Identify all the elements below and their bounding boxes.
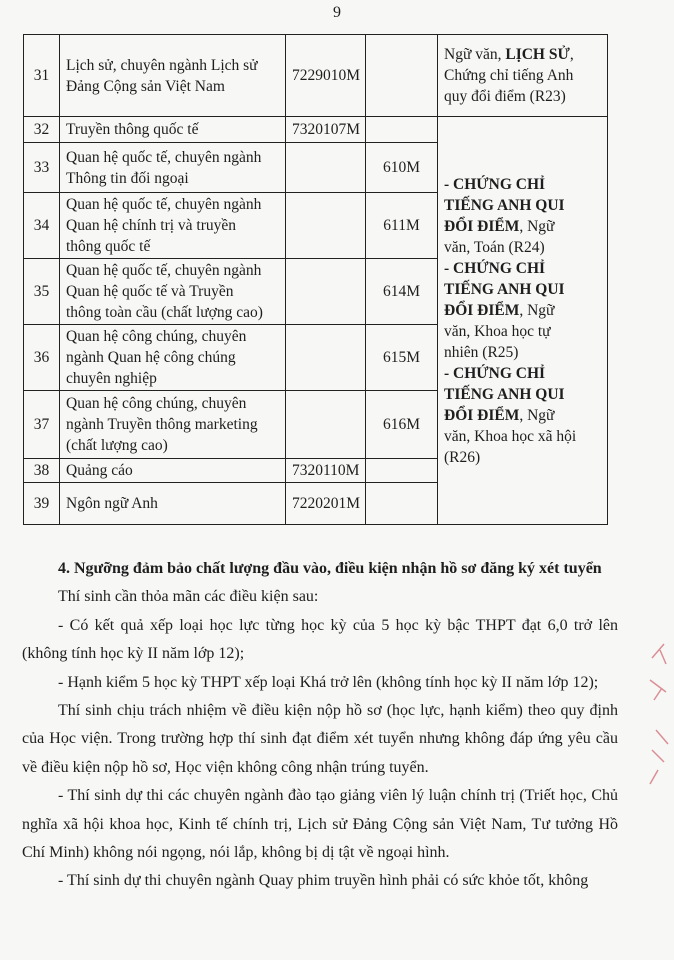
combo-text: văn, Khoa học xã hội xyxy=(444,427,577,445)
program-name-line: thông quốc tế xyxy=(66,238,151,255)
program-name-line: Quan hệ công chúng, chuyên xyxy=(66,395,247,412)
row-number: 36 xyxy=(24,325,60,391)
combo-bold-text: - CHỨNG CHỈ xyxy=(444,175,546,193)
specialization-code xyxy=(366,117,438,143)
combo-text: Ngữ văn, xyxy=(444,46,506,63)
specialization-code xyxy=(366,483,438,525)
program-name-line: Quan hệ quốc tế và Truyền xyxy=(66,283,234,300)
program-name-line: Ngôn ngữ Anh xyxy=(66,495,158,512)
program-name xyxy=(60,459,286,483)
admissions-table xyxy=(23,34,608,525)
specialization-code: 615M xyxy=(366,325,438,391)
program-name-line: Quan hệ công chúng, chuyên xyxy=(66,328,247,345)
program-name xyxy=(60,193,286,259)
subject-combination-group xyxy=(438,117,608,525)
program-name xyxy=(60,391,286,459)
program-code: 7320107M xyxy=(286,117,366,143)
specialization-code: 616M xyxy=(366,391,438,459)
combo-bold-text: LỊCH SỬ xyxy=(505,46,570,63)
row-number: 38 xyxy=(24,459,60,483)
combo-bold-text: TIẾNG ANH QUI xyxy=(444,385,565,403)
section-heading: 4. Ngưỡng đảm bảo chất lượng đầu vào, điều kiện nhận hồ sơ đăng ký xét tuyển xyxy=(58,560,602,577)
subject-combination-r23 xyxy=(438,35,608,117)
program-code xyxy=(286,193,366,259)
program-name xyxy=(60,117,286,143)
red-stamp-mark xyxy=(646,640,670,800)
combo-bold-text: ĐỔI ĐIỂM xyxy=(444,217,520,235)
combo-text: , Ngữ xyxy=(519,406,555,424)
combo-text: văn, Khoa học tự xyxy=(444,322,551,340)
program-name xyxy=(60,325,286,391)
program-name-line: Quan hệ quốc tế, chuyên ngành xyxy=(66,148,262,166)
program-name-line: ngành Quan hệ công chúng xyxy=(66,349,236,366)
table-row xyxy=(24,35,608,117)
table-row xyxy=(24,117,608,143)
program-name-line: Đảng Cộng sản Việt Nam xyxy=(66,77,225,95)
combo-text: Chứng chỉ tiếng Anh xyxy=(444,67,574,84)
combo-text: nhiên (R25) xyxy=(444,343,519,361)
program-code: 7220201M xyxy=(286,483,366,525)
program-name-line: thông toàn cầu (chất lượng cao) xyxy=(66,304,263,321)
combo-text: quy đổi điểm (R23) xyxy=(444,88,566,105)
program-code: 7229010M xyxy=(286,35,366,117)
program-code xyxy=(286,325,366,391)
specialization-code: 611M xyxy=(366,193,438,259)
section-body xyxy=(22,555,618,896)
specialization-code xyxy=(366,459,438,483)
row-number: 33 xyxy=(24,143,60,193)
combo-text: , Ngữ xyxy=(519,301,555,319)
specialization-code: 614M xyxy=(366,259,438,325)
program-name-line: Quan hệ chính trị và truyền xyxy=(66,217,237,234)
paragraph: - Hạnh kiểm 5 học kỳ THPT xếp loại Khá trở lên (không tính học kỳ II năm lớp 12); xyxy=(58,673,599,691)
paragraph: Thí sinh chịu trách nhiệm về điều kiện nộp hồ sơ (học lực, hạnh kiểm) theo quy định của Học viện. Trong trường hợp thí sinh đạt điểm xét tuyển nhưng không đáp ứng yêu cầu về điều kiện nộp hồ sơ, Học viện không công nhận trúng tuyển. xyxy=(22,702,618,776)
row-number: 37 xyxy=(24,391,60,459)
program-name-line: Quan hệ quốc tế, chuyên ngành xyxy=(66,196,262,213)
program-code xyxy=(286,259,366,325)
paragraph: Thí sinh cần thỏa mãn các điều kiện sau: xyxy=(58,588,319,606)
program-name xyxy=(60,259,286,325)
program-name-line: chuyên nghiệp xyxy=(66,370,157,387)
program-name-line: Quan hệ quốc tế, chuyên ngành xyxy=(66,262,262,279)
paragraph: - Thí sinh dự thi các chuyên ngành đào tạo giảng viên lý luận chính trị (Triết học, Chủ nghĩa xã hội khoa học, Kinh tế chính trị, Lịch sử Đảng Cộng sản Việt Nam, Tư tưởng Hồ Chí Minh) không nói ngọng, nói lắp, không bị dị tật về ngoại hình. xyxy=(22,787,618,862)
combo-text: (R26) xyxy=(444,448,481,466)
combo-bold-text: - CHỨNG CHỈ xyxy=(444,364,546,382)
row-number: 39 xyxy=(24,483,60,525)
program-name-line: Truyền thông quốc tế xyxy=(66,121,199,138)
paragraph: - Có kết quả xếp loại học lực từng học kỳ của 5 học kỳ bậc THPT đạt 6,0 trở lên (không tính học kỳ II năm lớp 12); xyxy=(22,616,618,663)
page-number: 9 xyxy=(333,4,341,21)
program-name-line: Lịch sử, chuyên ngành Lịch sử xyxy=(66,56,258,74)
combo-bold-text: ĐỔI ĐIỂM xyxy=(444,406,520,424)
program-name-line: Thông tin đối ngoại xyxy=(66,169,189,187)
row-number: 35 xyxy=(24,259,60,325)
combo-text: , xyxy=(569,46,574,63)
program-name xyxy=(60,143,286,193)
program-code: 7320110M xyxy=(286,459,366,483)
combo-text: văn, Toán (R24) xyxy=(444,238,545,256)
program-name-line: Quảng cáo xyxy=(66,462,133,479)
row-number: 31 xyxy=(24,35,60,117)
program-code xyxy=(286,143,366,193)
paragraph: - Thí sinh dự thi chuyên ngành Quay phim truyền hình phải có sức khỏe tốt, không xyxy=(58,872,589,890)
row-number: 34 xyxy=(24,193,60,259)
program-code xyxy=(286,391,366,459)
combo-bold-text: TIẾNG ANH QUI xyxy=(444,196,565,214)
program-name-line: (chất lượng cao) xyxy=(66,437,168,454)
combo-text: , Ngữ xyxy=(519,217,555,235)
program-name xyxy=(60,483,286,525)
combo-bold-text: - CHỨNG CHỈ xyxy=(444,259,546,277)
program-name-line: ngành Truyền thông marketing xyxy=(66,416,258,433)
combo-bold-text: ĐỔI ĐIỂM xyxy=(444,301,520,319)
specialization-code xyxy=(366,35,438,117)
specialization-code: 610M xyxy=(366,143,438,193)
combo-bold-text: TIẾNG ANH QUI xyxy=(444,280,565,298)
row-number: 32 xyxy=(24,117,60,143)
program-name xyxy=(60,35,286,117)
